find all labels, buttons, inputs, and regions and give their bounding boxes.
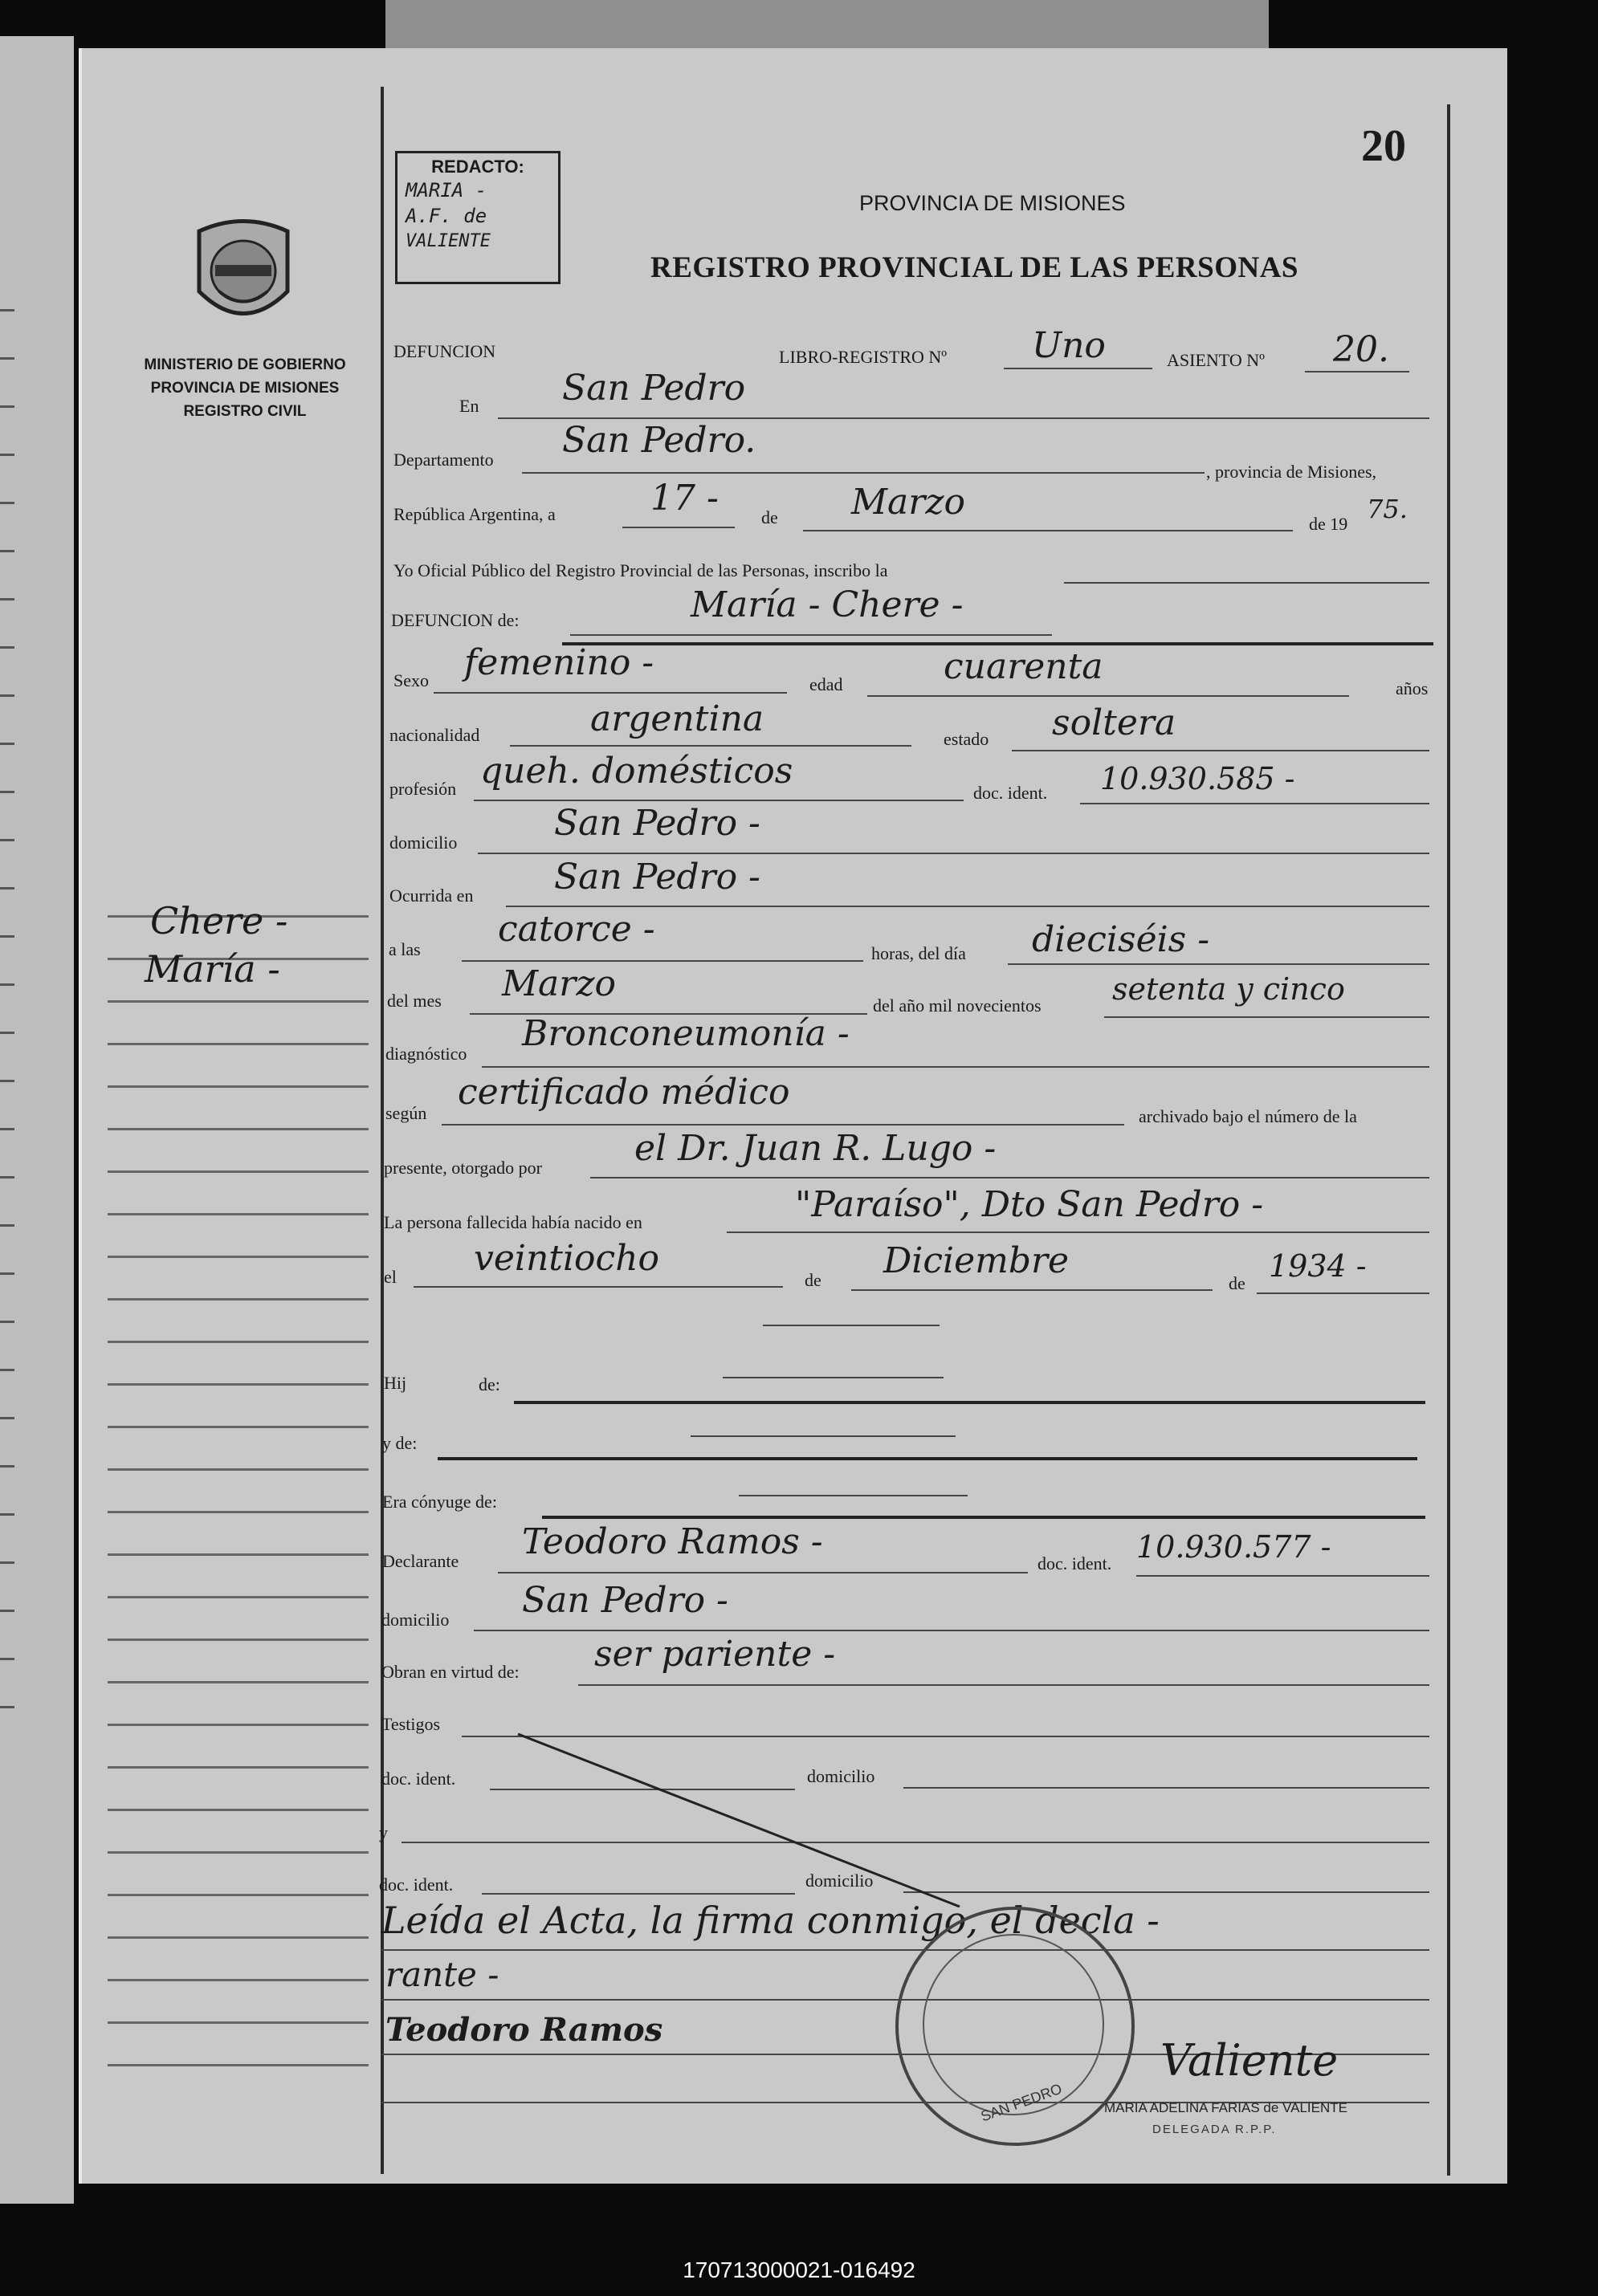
province-seal-icon: [191, 215, 296, 336]
redacto-label: REDACTO:: [431, 157, 524, 177]
defuncion-de-value: María - Chere -: [691, 584, 964, 625]
delanio-value: setenta y cinco: [1112, 971, 1345, 1007]
dia-rule: [622, 527, 735, 528]
leida-line-1: Leída el Acta, la firma conmigo, el decla -: [381, 1899, 1160, 1942]
declarante-dom-label: domicilio: [381, 1610, 450, 1630]
sexo-label: Sexo: [393, 670, 429, 690]
declarante-label: Declarante: [382, 1551, 459, 1571]
stamp-text: SAN PEDRO: [978, 2080, 1065, 2125]
redacto-line-3: VALIENTE: [406, 231, 491, 251]
departamento-value: San Pedro.: [562, 420, 756, 461]
delanio-label: del año mil novecientos: [873, 995, 1042, 1016]
domicilio-value: San Pedro -: [554, 803, 760, 844]
asiento-value: 20.: [1333, 329, 1389, 370]
delmes-value: Marzo: [502, 963, 616, 1004]
margin-surname: Chere -: [150, 899, 288, 942]
margin-ruled-lines: [108, 915, 369, 2107]
official-stamp: [895, 1907, 1135, 2146]
declarante-doc-value: 10.930.577 -: [1136, 1529, 1331, 1565]
defuncion-de-rule: [570, 634, 1052, 636]
edad-rule: [867, 695, 1349, 697]
horas-label: horas, del día: [871, 943, 966, 963]
testigos-label: Testigos: [381, 1714, 441, 1734]
margin-given-name: María -: [145, 947, 280, 991]
el-label: el: [384, 1267, 397, 1287]
testigo1-doc-label: doc. ident.: [381, 1769, 456, 1789]
declarante-signature: Teodoro Ramos: [385, 2011, 663, 2049]
delanio-rule: [1104, 1016, 1429, 1018]
declarante-doc-label: doc. ident.: [1037, 1553, 1112, 1573]
leida-rule-1: [381, 1949, 1429, 1951]
conyuge-rule-a: [739, 1495, 968, 1496]
declarante-rule: [498, 1572, 1028, 1573]
horas-value: dieciséis -: [1032, 919, 1210, 960]
nacido-value: "Paraíso", Dto San Pedro -: [795, 1184, 1264, 1225]
presente-label: presente, otorgado por: [384, 1158, 542, 1178]
yde-rule-a: [691, 1435, 956, 1437]
en-label: En: [459, 396, 479, 416]
declarante-dom-value: San Pedro -: [522, 1580, 728, 1621]
nacido-rule: [727, 1231, 1429, 1233]
registry-title: REGISTRO PROVINCIAL DE LAS PERSONAS: [650, 251, 1299, 284]
nacido-label: La persona fallecida había nacido en: [384, 1212, 642, 1232]
segun-value: certificado médico: [458, 1072, 790, 1113]
scan-id: 170713000021-016492: [683, 2257, 915, 2282]
diagnostico-label: diagnóstico: [385, 1044, 467, 1064]
doc-rule: [1080, 803, 1429, 804]
republica-label: República Argentina, a: [393, 504, 556, 524]
folio-number: 20: [1361, 121, 1406, 171]
presente-rule: [590, 1177, 1429, 1179]
edad-value: cuarenta: [944, 646, 1103, 687]
signatory-name: MARIA ADELINA FARIAS de VALIENTE: [1104, 2100, 1347, 2115]
leida-line-2: rante -: [385, 1955, 499, 1994]
el-mes-rule: [851, 1289, 1213, 1291]
mes-value: Marzo: [851, 482, 965, 523]
nacionalidad-label: nacionalidad: [389, 725, 480, 745]
redacto-box: [395, 151, 561, 284]
dia-value: 17 -: [650, 478, 719, 519]
testigo-y-label: y: [379, 1822, 388, 1842]
libro-rule: [1004, 368, 1152, 369]
oficial-text: Yo Oficial Público del Registro Provincial de las Personas, inscribo la: [393, 560, 888, 580]
asiento-label: ASIENTO Nº: [1167, 350, 1265, 370]
conyuge-rule: [542, 1516, 1425, 1519]
nacionalidad-rule: [510, 745, 911, 747]
yde-label: y de:: [382, 1433, 418, 1453]
presente-value: el Dr. Juan R. Lugo -: [634, 1128, 997, 1169]
ocurrida-label: Ocurrida en: [389, 885, 474, 906]
oficial-rule: [1064, 582, 1429, 584]
testigo2-dom-label: domicilio: [805, 1871, 874, 1891]
short-rule-1: [763, 1325, 940, 1326]
alas-rule: [462, 960, 863, 962]
departamento-rule: [522, 472, 1205, 474]
defuncion-thick-rule: [562, 642, 1433, 645]
obran-rule: [578, 1684, 1429, 1686]
edad-label: edad: [809, 674, 843, 694]
horas-rule: [1008, 963, 1429, 965]
anio-label: de 19: [1309, 514, 1348, 534]
anio-value: 75.: [1367, 494, 1408, 524]
de-label: de: [761, 507, 778, 527]
defuncion-label: DEFUNCION: [393, 341, 496, 361]
asiento-rule: [1305, 371, 1409, 372]
el-anio-value: 1934 -: [1269, 1248, 1367, 1284]
archivado-label: archivado bajo el número de la: [1139, 1106, 1357, 1126]
ocurrida-rule: [506, 906, 1429, 907]
declarante-value: Teodoro Ramos -: [522, 1521, 823, 1562]
profesion-label: profesión: [389, 779, 457, 799]
anios-label: años: [1396, 678, 1429, 698]
el-mes-value: Diciembre: [883, 1240, 1070, 1281]
alas-label: a las: [389, 939, 421, 959]
testigo1-dom-label: domicilio: [807, 1766, 875, 1786]
scan-background-top: [385, 0, 1269, 50]
signatory-title: DELEGADA R.P.P.: [1152, 2123, 1277, 2136]
sexo-rule: [434, 692, 787, 694]
en-value: San Pedro: [562, 368, 746, 409]
en-rule: [498, 417, 1429, 419]
doc-value: 10.930.585 -: [1100, 761, 1295, 796]
hij-rule-a: [723, 1377, 944, 1378]
conyuge-label: Era cónyuge de:: [382, 1492, 497, 1512]
libro-label: LIBRO-REGISTRO Nº: [779, 347, 948, 367]
obran-value: ser pariente -: [594, 1634, 836, 1675]
nacionalidad-value: argentina: [590, 698, 764, 739]
redacto-line-1: MARIA -: [406, 179, 487, 202]
el-rule: [414, 1286, 783, 1288]
ministry-heading: MINISTERIO DE GOBIERNO PROVINCIA DE MISIONES REGISTRO CIVIL: [144, 356, 346, 420]
cancel-stroke: [514, 1726, 964, 1911]
province-title: PROVINCIA DE MISIONES: [859, 191, 1126, 215]
obran-label: Obran en virtud de:: [381, 1662, 520, 1682]
mes-rule: [803, 530, 1293, 531]
right-border: [1447, 104, 1450, 2176]
hij-de-label: de:: [479, 1374, 500, 1394]
estado-value: soltera: [1052, 702, 1176, 743]
declarante-dom-rule: [474, 1630, 1429, 1631]
testigo2-dom-rule: [903, 1891, 1429, 1893]
hij-label: Hij: [384, 1373, 407, 1393]
yde-rule: [438, 1457, 1417, 1460]
hij-rule: [514, 1401, 1425, 1404]
ocurrida-value: San Pedro -: [554, 857, 760, 898]
sexo-value: femenino -: [464, 642, 654, 683]
official-signature: Valiente: [1160, 2035, 1339, 2086]
delmes-label: del mes: [387, 991, 442, 1011]
declarante-doc-rule: [1136, 1575, 1429, 1577]
el-de-label: de: [805, 1270, 821, 1290]
profesion-rule: [474, 800, 964, 801]
facing-page-edge: [0, 36, 74, 2204]
redacto-line-2: A.F. de: [406, 205, 487, 227]
alas-value: catorce -: [498, 909, 655, 950]
defuncion-de-label: DEFUNCION de:: [391, 610, 520, 630]
domicilio-label: domicilio: [389, 833, 458, 853]
departamento-label: Departamento: [393, 450, 494, 470]
testigo1-dom-rule: [903, 1787, 1429, 1789]
estado-label: estado: [944, 729, 989, 749]
segun-rule: [442, 1124, 1124, 1126]
el-de2-label: de: [1229, 1273, 1245, 1293]
provincia-suffix: , provincia de Misiones,: [1206, 462, 1377, 482]
diagnostico-rule: [482, 1066, 1429, 1068]
doc-label: doc. ident.: [973, 783, 1048, 803]
domicilio-rule: [478, 853, 1429, 854]
segun-label: según: [385, 1103, 427, 1123]
el-value: veintiocho: [474, 1238, 660, 1279]
estado-rule: [1012, 750, 1429, 751]
el-anio-rule: [1257, 1293, 1429, 1294]
profesion-value: queh. domésticos: [480, 751, 793, 792]
diagnostico-value: Bronconeumonía -: [522, 1013, 850, 1054]
libro-value: Uno: [1032, 325, 1106, 366]
testigo2-doc-label: doc. ident.: [379, 1875, 454, 1895]
